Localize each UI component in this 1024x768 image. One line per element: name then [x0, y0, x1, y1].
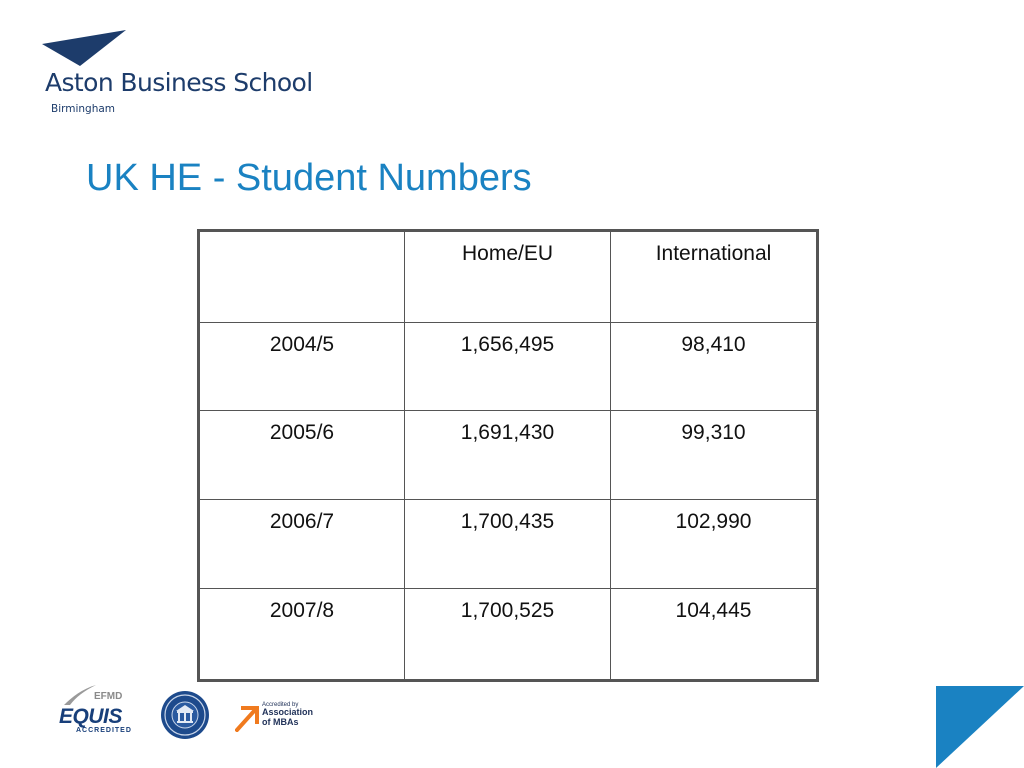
international-cell: 104,445: [611, 589, 818, 681]
table-row: [199, 589, 818, 681]
equis-org: EFMD: [94, 691, 123, 702]
corner-triangle-icon: [936, 686, 1024, 768]
year-cell: 2006/7: [199, 500, 405, 589]
amba-line2: Association: [262, 707, 314, 718]
slide-title: UK HE - Student Numbers: [86, 157, 532, 199]
amba-line3: of MBAs: [262, 716, 299, 727]
logo-name: Aston Business School: [45, 68, 313, 97]
table-header-row: [199, 231, 818, 323]
year-cell: 2005/6: [199, 411, 405, 500]
year-cell: 2004/5: [199, 322, 405, 411]
aston-logo: [42, 30, 342, 120]
home-eu-cell: 1,700,435: [405, 500, 611, 589]
international-cell: 99,310: [611, 411, 818, 500]
home-eu-cell: 1,700,525: [405, 589, 611, 681]
student-numbers-table: [197, 229, 819, 682]
international-cell: 102,990: [611, 500, 818, 589]
table-row: [199, 411, 818, 500]
equis-status: ACCREDITED: [76, 727, 132, 734]
logo-flag-icon: [42, 30, 126, 66]
table-row: [199, 322, 818, 411]
amba-arrow-icon: [235, 704, 261, 732]
home-eu-cell: 1,691,430: [405, 411, 611, 500]
equis-name: EQUIS: [59, 705, 122, 728]
accreditation-seal-icon: [160, 689, 210, 741]
international-cell: 98,410: [611, 322, 818, 411]
header-cell: International: [611, 231, 818, 323]
equis-logo: [54, 683, 152, 739]
table-row: [199, 500, 818, 589]
header-cell: [199, 231, 405, 323]
year-cell: 2007/8: [199, 589, 405, 681]
amba-logo: [235, 700, 325, 736]
home-eu-cell: 1,656,495: [405, 322, 611, 411]
header-cell: Home/EU: [405, 231, 611, 323]
amba-line1: Accredited by: [262, 702, 299, 708]
logo-city: Birmingham: [51, 103, 116, 115]
